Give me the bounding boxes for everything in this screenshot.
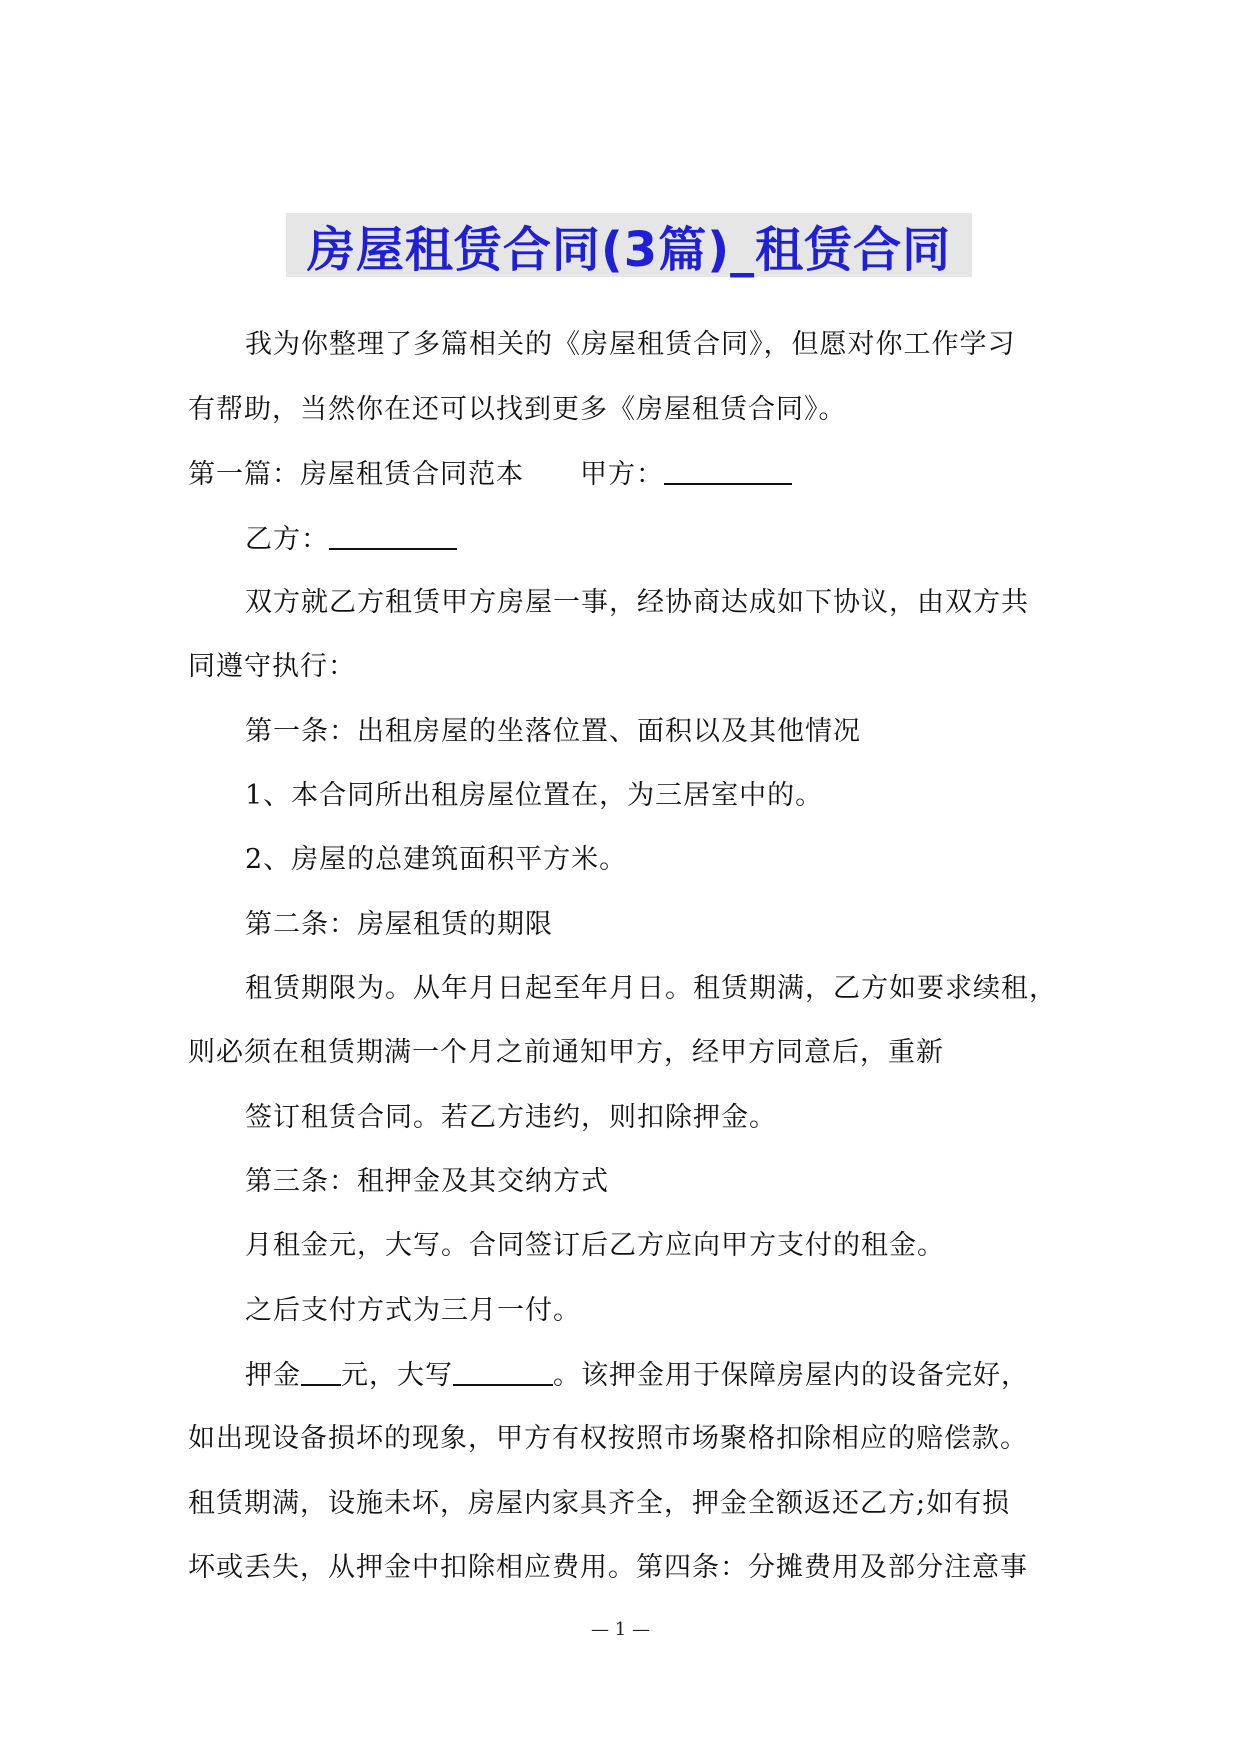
deposit-line-3: 租赁期满，设施未坏，房屋内家具齐全，押金全额返还乙方;如有损 (188, 1488, 1011, 1519)
article-3-line-1: 月租金元，大写。合同签订后乙方应向甲方支付的租金。 (245, 1230, 945, 1261)
party-a-blank (664, 457, 792, 485)
deposit-label: 押金 (245, 1360, 301, 1391)
party-b-blank (329, 522, 457, 550)
deposit-amount-blank (301, 1358, 341, 1386)
article-1-item-1: 1、本合同所出租房屋位置在，为三居室中的。 (245, 780, 824, 811)
article-1-heading: 第一条：出租房屋的坐落位置、面积以及其他情况 (245, 716, 861, 747)
deposit-row (245, 1358, 1029, 1393)
article-3-heading: 第三条：租押金及其交纳方式 (245, 1166, 609, 1197)
party-a-label: 甲方： (580, 459, 664, 490)
page-number: — 1 — (591, 1619, 650, 1640)
deposit-line-4: 坏或丢失，从押金中扣除相应费用。第四条：分摊费用及部分注意事 (188, 1552, 1028, 1583)
article-1-item-2: 2、房屋的总建筑面积平方米。 (245, 844, 628, 875)
document-title: 房屋租赁合同(3篇)_租赁合同 (306, 221, 952, 278)
chapter-heading-row (188, 457, 792, 492)
intro-line-1: 我为你整理了多篇相关的《房屋租赁合同》，但愿对你工作学习 (245, 329, 1016, 360)
article-2-heading: 第二条：房屋租赁的期限 (245, 909, 553, 940)
deposit-words-blank (453, 1358, 553, 1386)
article-3-line-2: 之后支付方式为三月一付。 (245, 1295, 581, 1326)
deposit-purpose: 。该押金用于保障房屋内的设备完好， (553, 1360, 1029, 1391)
chapter-heading: 第一篇：房屋租赁合同范本 (188, 459, 524, 490)
article-2-line-1: 租赁期限为。从年月日起至年月日。租赁期满，乙方如要求续租， (245, 973, 1057, 1004)
intro-line-2: 有帮助，当然你在还可以找到更多《房屋租赁合同》。 (188, 394, 847, 425)
article-2-line-2: 则必须在租赁期满一个月之前通知甲方，经甲方同意后，重新 (188, 1037, 944, 1068)
deposit-unit: 元，大写 (341, 1360, 453, 1391)
party-b-row (245, 522, 457, 557)
party-b-label: 乙方： (245, 524, 329, 555)
agreement-line-1: 双方就乙方租赁甲方房屋一事，经协商达成如下协议，由双方共 (245, 587, 1029, 618)
deposit-line-2: 如出现设备损坏的现象，甲方有权按照市场聚格扣除相应的赔偿款。 (188, 1423, 1028, 1454)
title-highlight (286, 213, 972, 277)
article-2-line-3: 签订租赁合同。若乙方违约，则扣除押金。 (245, 1102, 777, 1133)
agreement-line-2: 同遵守执行： (188, 651, 356, 682)
